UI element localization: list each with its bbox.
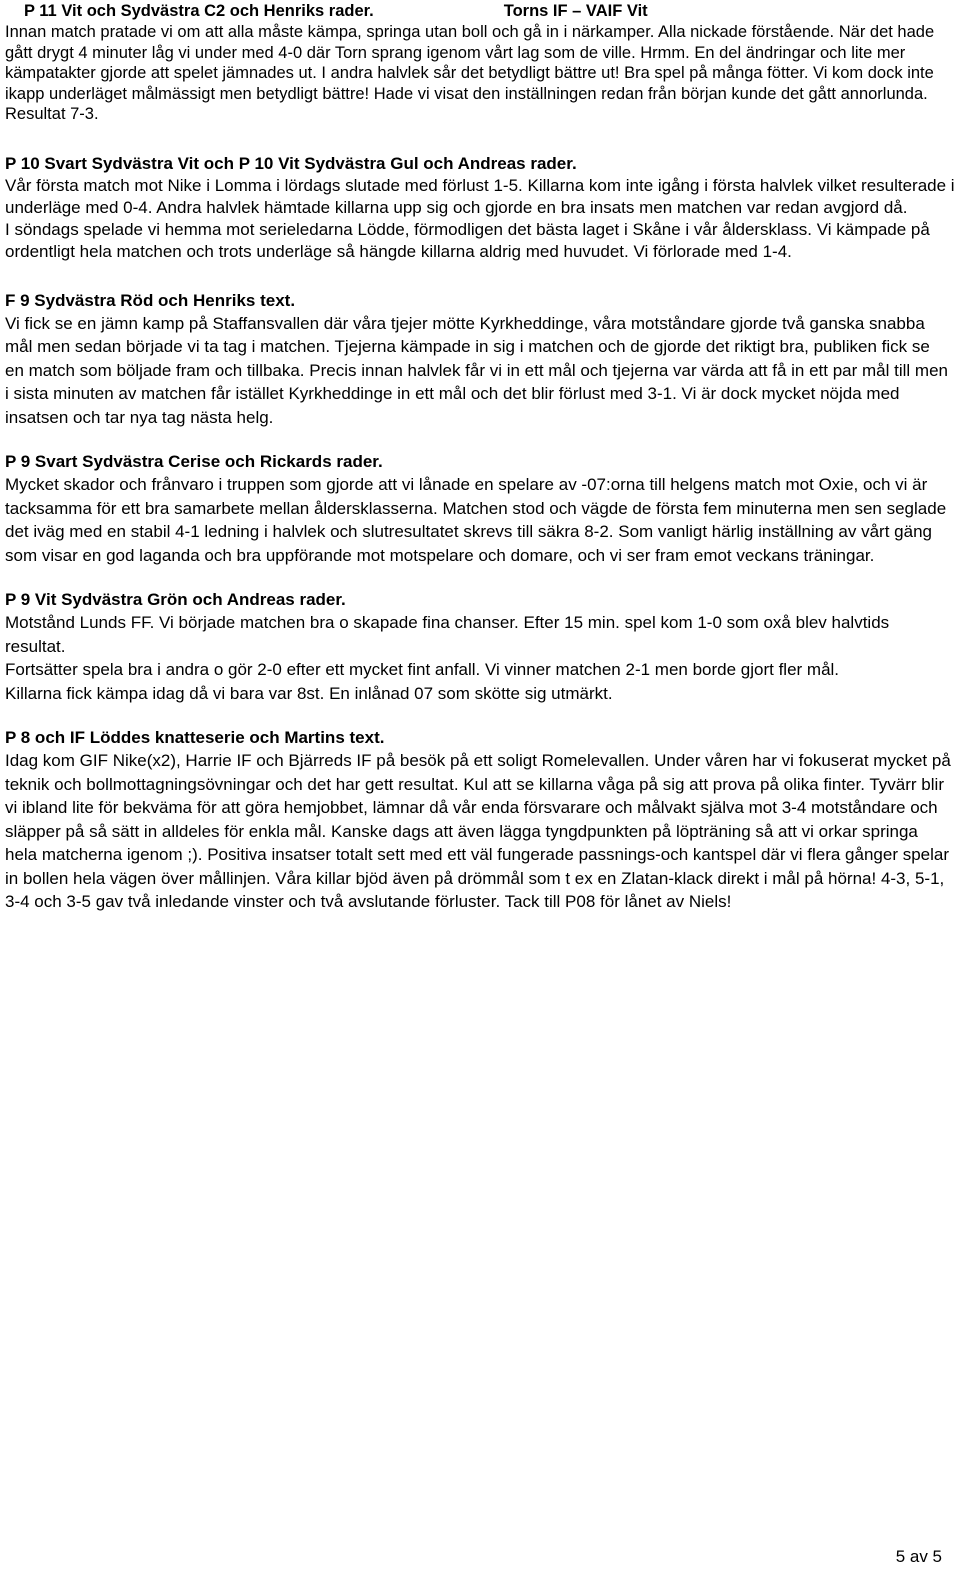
section-paragraph: Motstånd Lunds FF. Vi började matchen bra o skapade fina chanser. Efter 15 min. spel kom 1-0 som oxå blev halvtids resultat. — [5, 613, 890, 656]
section-paragraph: Vi fick se en jämn kamp på Staffansvallen där våra tjejer mötte Kyrkheddinge, våra motståndare gjorde två ganska snabba mål men sedan började vi ta tag i matchen. Tjejerna kämpade in sig i matchen och de gjorde det riktigt bra, publiken fick se en match som böljade fram och tillbaka. Precis innan halvlek får vi in ett mål och tjejerna var värda att få in ett par mål till men i sista minuten av matchen får istället Kyrkheddinge in ett mål och det blir förlust med 3-1. Vi är dock mycket nöjda med insatsen och tar nya tag nästa helg. — [5, 313, 948, 427]
page-number: 5 av 5 — [895, 1547, 942, 1566]
document-page — [5, 0, 955, 914]
section-paragraph: I söndags spelade vi hemma mot serieledarna Lödde, förmodligen det bästa laget i Skåne i vår åldersklass. Vi kämpade på ordentligt hela matchen och trots underläge så hängde killarna aldrig med huvudet. Vi förlorade med 1-4. — [5, 219, 930, 261]
section-title: P 10 Svart Sydvästra Vit och P 10 Vit Sydvästra Gul och Andreas rader. — [5, 153, 577, 173]
section-p9-vit — [5, 589, 955, 705]
section-title: P 8 och IF Löddes knatteserie och Martins text. — [5, 728, 385, 747]
section-p9-svart — [5, 451, 955, 567]
section-title-left: P 11 Vit och Sydvästra C2 och Henriks rader. — [24, 2, 374, 20]
section-paragraph: Killarna fick kämpa idag då vi bara var 8st. En inlånad 07 som skötte sig utmärkt. — [5, 683, 613, 703]
section-title: F 9 Sydvästra Röd och Henriks text. — [5, 290, 296, 310]
section-title: P 9 Svart Sydvästra Cerise och Rickards rader. — [5, 452, 383, 471]
section-paragraph: Fortsätter spela bra i andra o gör 2-0 efter ett mycket fint anfall. Vi vinner matchen 2-1 men borde gjort fler mål. — [5, 660, 840, 679]
section-p8 — [5, 727, 955, 914]
section-p11 — [5, 0, 955, 125]
section-paragraph: Innan match pratade vi om att alla måste kämpa, springa utan boll och gå in i närkamper. Alla nickade förstående. När det hade gått drygt 4 minuter låg vi under med 4-0 där Torn sprang igenom vårt lag som de ville. Hrmm. En del ändringar och lite mer kämpatakter gjorde att spelet jämnades ut. I andra halvlek sår det betydligt bättre ut! Bra spel på många fötter. Vi kom dock inte ikapp underläget målmässigt men betydligt bättre! Hade vi visat den inställningen redan från början kunde det gått annorlunda. Resultat 7-3. — [5, 23, 935, 123]
section-paragraph: Vår första match mot Nike i Lomma i lördags slutade med förlust 1-5. Killarna kom inte igång i första halvlek vilket resulterade i underläge med 0-4. Andra halvlek hämtade killarna upp sig och gjorde en bra insats men matchen var redan avgjord då. — [5, 175, 955, 217]
section-title-right: Torns IF – VAIF Vit — [503, 2, 648, 20]
section-f9 — [5, 290, 955, 430]
section-title: P 9 Vit Sydvästra Grön och Andreas rader. — [5, 590, 346, 609]
section-paragraph: Idag kom GIF Nike(x2), Harrie IF och Bjärreds IF på besök på ett soligt Romelevallen. Under våren har vi fokuserat mycket på teknik och bollmottagningsövningar och det har gett resultat. Kul att se killarna våga på sig att prova på olika finter. Tyvärr blir vi ibland lite för bekväma för att göra hemjobbet, lämnar då vår enda försvarare och målvakt själva mot 3-4 motståndare och släpper på så sätt in alldeles för enkla mål. Kanske dags att även lägga tyngdpunkten på löpträning så att vi orkar springa hela matcherna igenom ;). Positiva insatser totalt sett med ett väl fungerade passnings-och kantspel där vi flera gånger spelar in bollen hela vägen över mållinjen. Våra killar bjöd även på drömmål som t ex en Zlatan-klack direkt i mål på hörna! 4-3, 5-1, 3-4 och 3-5 gav två inledande vinster och två avslutande förluster. Tack till P08 för lånet av Niels! — [5, 751, 951, 911]
section-paragraph: Mycket skador och frånvaro i truppen som gjorde att vi lånade en spelare av -07:orna till helgens match mot Oxie, och vi är tacksamma för ett bra samarbete mellan åldersklasserna. Matchen stod och vägde de första fem minuterna men sen seglade det iväg med en stabil 4-1 ledning i halvlek och slutresultatet skrevs till säkra 8-2. Som vanligt härlig inställning av vårt gäng som visar en god laganda och bra uppförande mot motspelare och domare, och vi ser fram emot veckans träningar. — [5, 475, 947, 565]
section-title — [5, 0, 955, 22]
section-p10 — [5, 153, 955, 263]
